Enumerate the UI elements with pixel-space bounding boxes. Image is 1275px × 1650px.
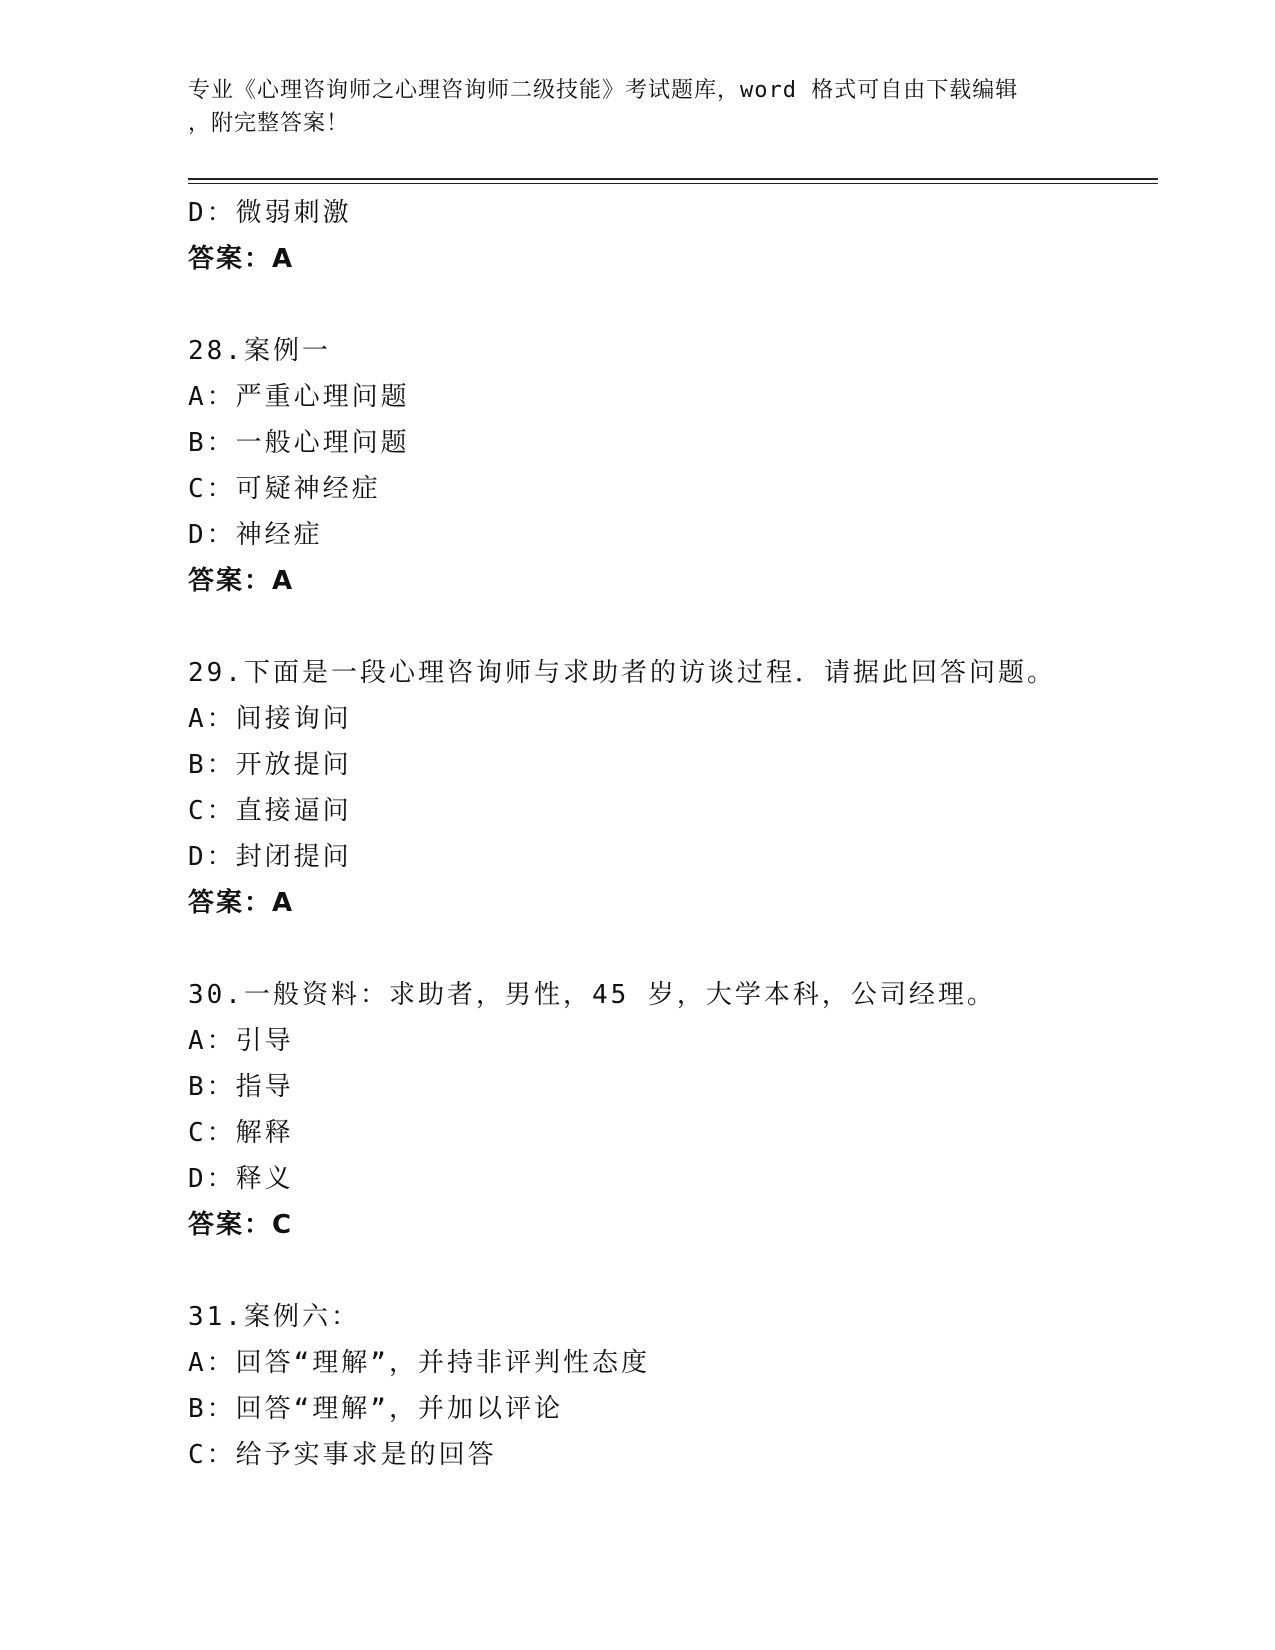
option-a: A：引导 (188, 1026, 294, 1056)
option-a: A：严重心理问题 (188, 382, 410, 412)
question-30: 30.一般资料：求助者，男性，45 岁，大学本科，公司经理。 (188, 980, 996, 1010)
header-line-2: ，附完整答案！ (188, 111, 350, 136)
option-c: C：解释 (188, 1118, 294, 1148)
header-line-1: 专业《心理咨询师之心理咨询师二级技能》考试题库，word 格式可自由下载编辑 (188, 78, 1019, 103)
option-b: B：指导 (188, 1072, 294, 1102)
option-b: B：开放提问 (188, 750, 352, 780)
question-29: 29.下面是一段心理咨询师与求助者的访谈过程．请据此回答问题。 (188, 658, 1056, 688)
option-c: C：可疑神经症 (188, 474, 381, 504)
option-b: B：回答“理解”，并加以评论 (188, 1394, 563, 1424)
answer-line: 答案：A (188, 244, 295, 274)
option-d: D：微弱刺激 (188, 198, 352, 228)
question-31: 31.案例六： (188, 1302, 360, 1332)
header-divider (188, 178, 1158, 180)
option-c: C：给予实事求是的回答 (188, 1440, 497, 1470)
option-d: D：神经症 (188, 520, 323, 550)
option-d: D：释义 (188, 1164, 294, 1194)
question-28: 28.案例一 (188, 336, 331, 366)
option-d: D：封闭提问 (188, 842, 352, 872)
answer-line: 答案：A (188, 566, 295, 596)
document-header (188, 74, 1088, 140)
spacer (188, 926, 1168, 972)
spacer (188, 282, 1168, 328)
option-b: B：一般心理问题 (188, 428, 410, 458)
option-a: A：间接询问 (188, 704, 352, 734)
spacer (188, 604, 1168, 650)
answer-line: 答案：C (188, 1210, 294, 1240)
spacer (188, 1248, 1168, 1294)
option-c: C：直接逼问 (188, 796, 352, 826)
question-list (188, 190, 1168, 1478)
header-divider-thin (188, 183, 1158, 184)
option-a: A：回答“理解”，并持非评判性态度 (188, 1348, 650, 1378)
answer-line: 答案：A (188, 888, 295, 918)
